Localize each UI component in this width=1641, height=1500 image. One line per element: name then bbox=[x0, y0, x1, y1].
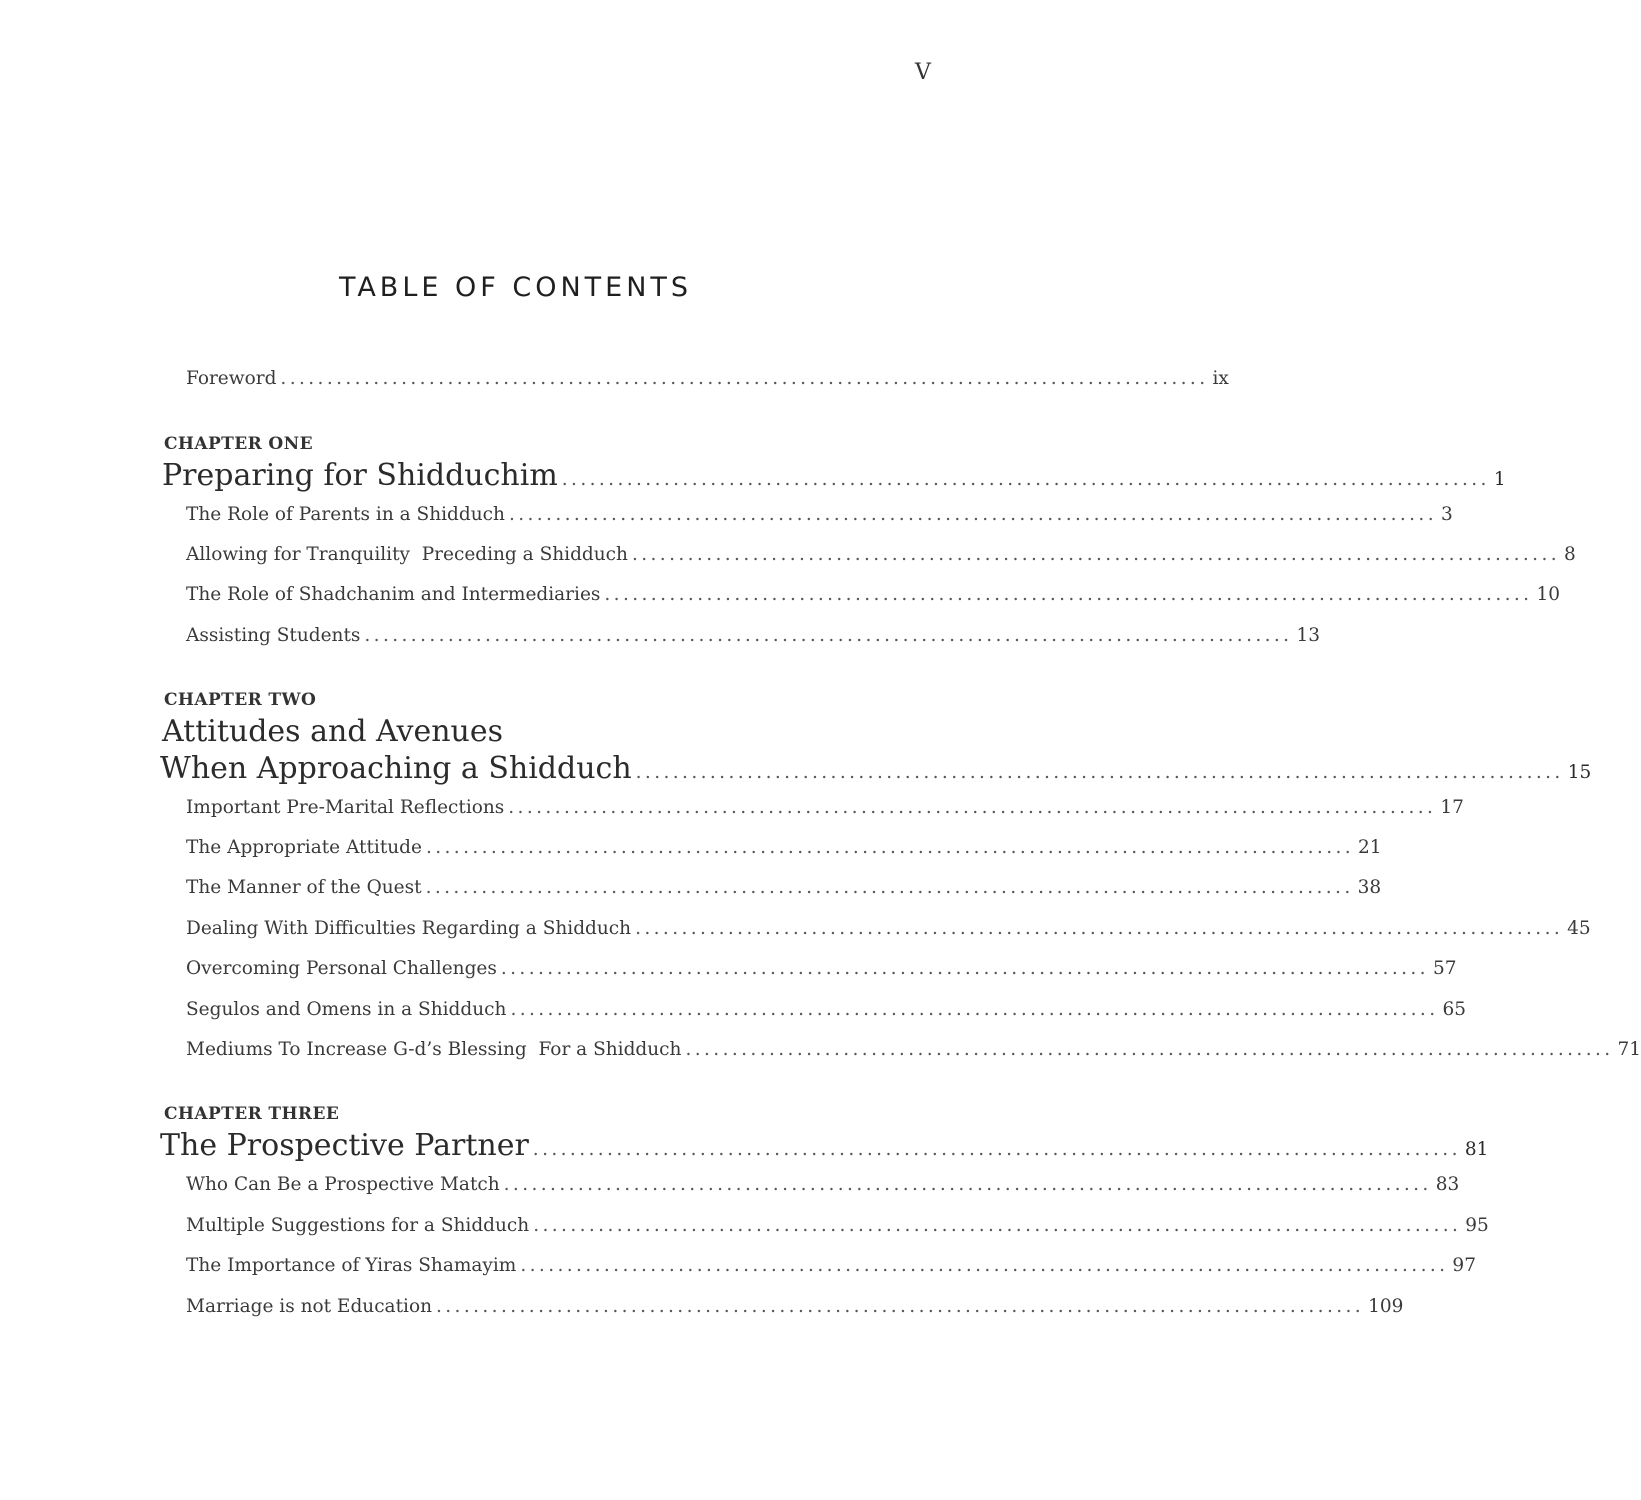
toc-entry[interactable] bbox=[186, 877, 1382, 898]
chapter-title: When Approaching a Shidduch bbox=[160, 751, 632, 786]
chapter-label: CHAPTER TWO bbox=[164, 690, 317, 710]
toc-entry[interactable] bbox=[186, 1255, 1476, 1276]
chapter-title: Preparing for Shidduchim bbox=[162, 458, 558, 493]
toc-entry[interactable] bbox=[186, 918, 1591, 939]
toc-entry-label: The Role of Parents in a Shidduch bbox=[186, 504, 505, 525]
toc-entry-label: The Appropriate Attitude bbox=[186, 837, 422, 858]
toc-entry[interactable] bbox=[186, 797, 1464, 818]
dot-leader: .................................................................................................... bbox=[425, 837, 1355, 858]
dot-leader: .................................................................................................... bbox=[425, 877, 1354, 898]
toc-entry-page: 95 bbox=[1465, 1215, 1489, 1236]
toc-entry-label: Allowing for Tranquility Preceding a Shidduch bbox=[186, 544, 628, 565]
toc-entry-page: 57 bbox=[1432, 958, 1457, 979]
chapter-label: CHAPTER THREE bbox=[164, 1104, 340, 1124]
chapter-page: 1 bbox=[1493, 469, 1506, 490]
toc-entry-foreword[interactable] bbox=[186, 368, 1229, 389]
toc-entry-page: 8 bbox=[1564, 544, 1576, 565]
chapter-label: CHAPTER ONE bbox=[164, 434, 313, 454]
dot-leader: .................................................................................................... bbox=[364, 625, 1293, 646]
dot-leader: .................................................................................................... bbox=[510, 999, 1439, 1020]
dot-leader: .................................................................................................... bbox=[604, 584, 1533, 605]
toc-entry-page: 13 bbox=[1296, 625, 1321, 646]
dot-leader: .................................................................................................... bbox=[280, 368, 1209, 389]
toc-entry-page: 10 bbox=[1536, 584, 1560, 605]
chapter-title-entry[interactable] bbox=[160, 1128, 1489, 1163]
dot-leader: .................................................................................................... bbox=[533, 1215, 1462, 1236]
dot-leader: .................................................................................................... bbox=[635, 762, 1564, 783]
page-number: V bbox=[915, 60, 931, 85]
toc-entry[interactable] bbox=[186, 837, 1382, 858]
toc-entry[interactable] bbox=[186, 999, 1467, 1020]
chapter-title: The Prospective Partner bbox=[160, 1128, 529, 1163]
toc-entry-label: Marriage is not Education bbox=[186, 1296, 432, 1317]
toc-entry-page: 97 bbox=[1452, 1255, 1476, 1276]
dot-leader: .................................................................................................... bbox=[500, 958, 1429, 979]
dot-leader: .................................................................................................... bbox=[685, 1039, 1614, 1060]
dot-leader: .................................................................................................... bbox=[561, 469, 1490, 490]
toc-entry-page: 45 bbox=[1567, 918, 1591, 939]
toc-entry-page: 21 bbox=[1358, 837, 1382, 858]
chapter-title-entry[interactable] bbox=[160, 751, 1592, 786]
toc-entry[interactable] bbox=[186, 504, 1453, 525]
dot-leader: .................................................................................................... bbox=[508, 504, 1437, 525]
toc-entry[interactable] bbox=[186, 1296, 1404, 1317]
toc-entry-label: The Role of Shadchanim and Intermediaries bbox=[186, 584, 601, 605]
toc-entry[interactable] bbox=[186, 544, 1576, 565]
toc-entry-page: 38 bbox=[1357, 877, 1382, 898]
toc-entry[interactable] bbox=[186, 584, 1560, 605]
toc-entry-page: 17 bbox=[1440, 797, 1464, 818]
toc-entry-label: Segulos and Omens in a Shidduch bbox=[186, 999, 507, 1020]
dot-leader: .................................................................................................... bbox=[532, 1139, 1461, 1160]
toc-entry-label: Dealing With Difficulties Regarding a Shidduch bbox=[186, 918, 632, 939]
toc-entry[interactable] bbox=[186, 1215, 1489, 1236]
toc-entry-page: 83 bbox=[1435, 1174, 1460, 1195]
toc-entry-page: 3 bbox=[1441, 504, 1453, 525]
toc-entry-label: Important Pre-Marital Reflections bbox=[186, 797, 505, 818]
toc-entry-page: ix bbox=[1212, 368, 1229, 389]
chapter-title-entry[interactable] bbox=[162, 458, 1506, 493]
dot-leader: .................................................................................................... bbox=[631, 544, 1561, 565]
toc-entry[interactable] bbox=[186, 1039, 1641, 1060]
chapter-page: 81 bbox=[1464, 1139, 1489, 1160]
toc-entry[interactable] bbox=[186, 958, 1457, 979]
toc-entry-label: Who Can Be a Prospective Match bbox=[186, 1174, 500, 1195]
dot-leader: .................................................................................................... bbox=[436, 1296, 1365, 1317]
toc-entry-label: The Importance of Yiras Shamayim bbox=[186, 1255, 517, 1276]
toc-entry-page: 65 bbox=[1442, 999, 1467, 1020]
toc-entry-label: Assisting Students bbox=[186, 625, 361, 646]
toc-entry-label: Foreword bbox=[186, 368, 277, 389]
chapter-title-line1: Attitudes and Avenues bbox=[162, 714, 504, 749]
dot-leader: .................................................................................................... bbox=[635, 918, 1564, 939]
page-title: TABLE OF CONTENTS bbox=[338, 272, 693, 303]
chapter-page: 15 bbox=[1567, 762, 1592, 783]
toc-entry-label: Multiple Suggestions for a Shidduch bbox=[186, 1215, 530, 1236]
toc-entry-label: Overcoming Personal Challenges bbox=[186, 958, 497, 979]
dot-leader: .................................................................................................... bbox=[503, 1174, 1432, 1195]
toc-entry-label: The Manner of the Quest bbox=[186, 877, 422, 898]
toc-entry-page: 71 bbox=[1617, 1039, 1641, 1060]
dot-leader: .................................................................................................... bbox=[520, 1255, 1449, 1276]
dot-leader: .................................................................................................... bbox=[508, 797, 1437, 818]
toc-entry[interactable] bbox=[186, 1174, 1460, 1195]
toc-entry-page: 109 bbox=[1368, 1296, 1404, 1317]
toc-entry-label: Mediums To Increase G-d’s Blessing For a Shidduch bbox=[186, 1039, 682, 1060]
toc-entry[interactable] bbox=[186, 625, 1321, 646]
